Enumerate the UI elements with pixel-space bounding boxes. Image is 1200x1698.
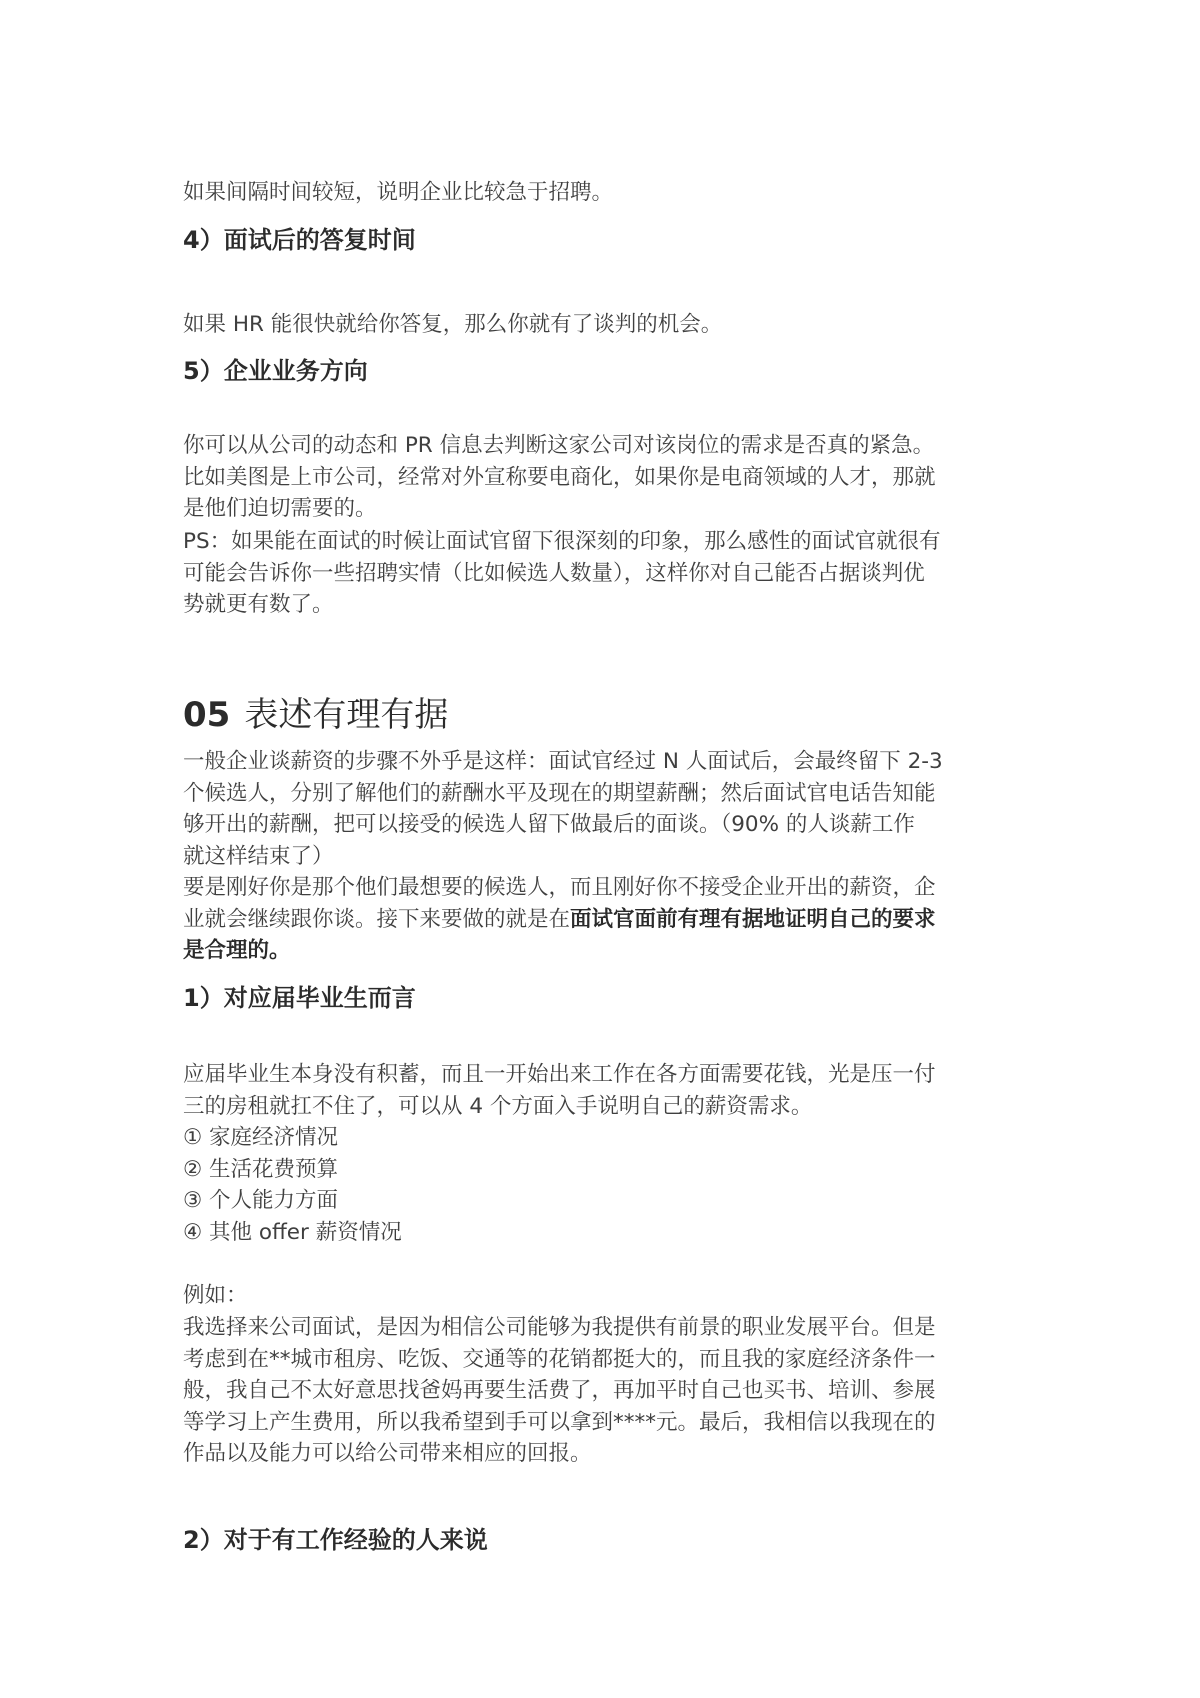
text-line: 你可以从公司的动态和 PR 信息去判断这家公司对该岗位的需求是否真的紧急。 (183, 433, 935, 458)
text-line: 要是刚好你是那个他们最想要的候选人，而且刚好你不接受企业开出的薪资，企 (183, 875, 936, 900)
text-line: 就这样结束了） (183, 843, 334, 869)
paragraph-continue-talk (183, 872, 1023, 967)
list-marker: ② (183, 1156, 203, 1182)
list-marker: ③ (183, 1188, 203, 1213)
numbered-list (183, 1122, 1023, 1248)
section-number: 05 (183, 695, 231, 735)
subheading-business-direction: 5）企业业务方向 (183, 357, 368, 385)
section-heading (183, 692, 1023, 738)
paragraph-graduates (183, 1059, 1023, 1122)
text-line (183, 904, 1023, 936)
text-line: 我选择来公司面试，是因为相信公司能够为我提供有前景的职业发展平台。但是 (183, 1315, 936, 1340)
subheading-reply-time: 4）面试后的答复时间 (183, 226, 416, 254)
subheading-graduates: 1）对应届毕业生而言 (183, 984, 416, 1012)
list-item-text: 其他 offer 薪资情况 (209, 1219, 402, 1245)
text-line: 三的房租就扛不住了，可以从 4 个方面入手说明自己的薪资需求。 (183, 1093, 813, 1119)
text-emphasis: 面试官面前有理有据地证明自己的要求 (570, 906, 936, 932)
paragraph-example (183, 1312, 1023, 1470)
text-line: 够开出的薪酬，把可以接受的候选人留下做最后的面谈。（90% 的人谈薪工作 (183, 812, 915, 837)
text-emphasis: 是合理的。 (183, 938, 291, 963)
paragraph-ps (183, 526, 1023, 621)
text-line: PS：如果能在面试的时候让面试官留下很深刻的印象，那么感性的面试官就很有 (183, 529, 941, 554)
text-line: 般，我自己不太好意思找爸妈再要生活费了，再加平时自己也买书、培训、参展 (183, 1378, 936, 1403)
text-line: 一般企业谈薪资的步骤不外乎是这样：面试官经过 N 人面试后，会最终留下 2-3 (183, 749, 943, 774)
text-line: 个候选人，分别了解他们的薪酬水平及现在的期望薪酬；然后面试官电话告知能 (183, 780, 936, 806)
list-item-text: 家庭经济情况 (209, 1125, 339, 1150)
subheading-experienced: 2）对于有工作经验的人来说 (183, 1526, 488, 1554)
text-plain: 业就会继续跟你谈。接下来要做的就是在 (183, 906, 571, 932)
text-line: 等学习上产生费用，所以我希望到手可以拿到****元。最后，我相信以我现在的 (183, 1409, 936, 1435)
list-marker: ① (183, 1125, 203, 1150)
paragraph-hr-reply: 如果 HR 能很快就给你答复，那么你就有了谈判的机会。 (183, 312, 723, 337)
example-label: 例如： (183, 1283, 248, 1308)
list-marker: ④ (183, 1219, 203, 1245)
text-line: 可能会告诉你一些招聘实情（比如候选人数量），这样你对自己能否占据谈判优 (183, 560, 925, 586)
text-line: 考虑到在**城市租房、吃饭、交通等的花销都挺大的，而且我的家庭经济条件一 (183, 1346, 936, 1372)
list-item-text: 生活花费预算 (209, 1156, 339, 1182)
paragraph-interval: 如果间隔时间较短，说明企业比较急于招聘。 (183, 180, 614, 205)
list-item (183, 1154, 1023, 1186)
section-title: 表述有理有据 (244, 695, 449, 735)
list-item (183, 1122, 1023, 1154)
paragraph-salary-steps (183, 746, 1023, 872)
list-item (183, 1185, 1023, 1217)
text-line: 比如美图是上市公司，经常对外宣称要电商化，如果你是电商领域的人才，那就 (183, 464, 936, 490)
list-item (183, 1217, 1023, 1249)
text-line: 作品以及能力可以给公司带来相应的回报。 (183, 1441, 592, 1466)
paragraph-pr-info (183, 430, 1023, 525)
text-line: 是他们迫切需要的。 (183, 496, 377, 521)
text-line: 应届毕业生本身没有积蓄，而且一开始出来工作在各方面需要花钱，光是压一付 (183, 1062, 936, 1087)
text-line: 势就更有数了。 (183, 592, 334, 617)
list-item-text: 个人能力方面 (209, 1188, 339, 1213)
